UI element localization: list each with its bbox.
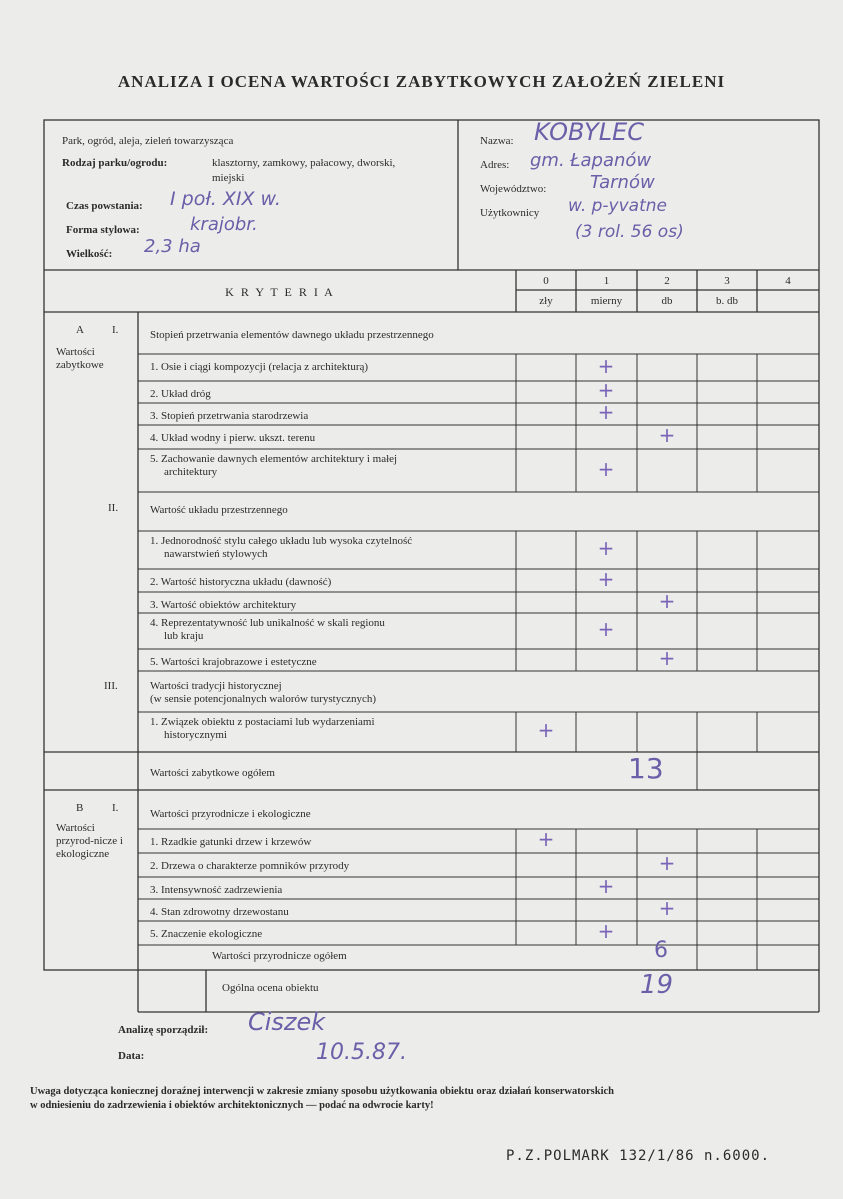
criterion-row-14: 3. Intensywność zadrzewienia <box>150 884 283 896</box>
uzytkownicy-label: Użytkownicy <box>480 207 540 219</box>
criterion-row-7: 2. Wartość historyczna układu (dawność) <box>150 576 332 588</box>
form-title: ANALIZA I OCENA WARTOŚCI ZABYTKOWYCH ZAŁOŻEŃ ZIELENI <box>117 72 726 91</box>
score-mark-row-6: + <box>597 536 615 560</box>
score-mark-row-12: + <box>537 827 555 851</box>
rodzaj-label: Rodzaj parku/ogrodu: <box>62 157 168 169</box>
score-mark-row-3: + <box>597 400 615 424</box>
score-mark-row-5: + <box>597 457 615 481</box>
score-mark-row-1: + <box>597 354 615 378</box>
criterion-row-15: 4. Stan zdrowotny drzewostanu <box>150 906 289 918</box>
score-mark-row-14: + <box>597 874 615 898</box>
column-score-1: 1 <box>603 275 610 287</box>
group-header-1: Stopień przetrwania elementów dawnego układu przestrzennego <box>150 329 434 341</box>
criterion-row-5-cont: architektury <box>164 466 218 478</box>
nazwa-value: KOBYLEC <box>534 118 644 146</box>
uzytkownicy-value: w. p-yvatne <box>568 196 667 216</box>
score-mark-row-11: + <box>537 718 555 742</box>
column-score-0: 0 <box>543 275 549 287</box>
rodzaj-options-2: miejski <box>212 172 245 184</box>
section-a-roman: I. <box>112 324 119 336</box>
adres-value: gm. Łapanów <box>530 150 652 171</box>
wojewodztwo-value: Tarnów <box>590 172 655 193</box>
total-przyrodnicze-value: 6 <box>654 938 668 963</box>
criterion-row-16: 5. Znaczenie ekologiczne <box>150 928 263 940</box>
criterion-row-3: 3. Stopień przetrwania starodrzewia <box>150 410 309 422</box>
total-zabytkowe-label: Wartości zabytkowe ogółem <box>150 767 275 779</box>
adres-label: Adres: <box>480 159 510 171</box>
group-header-3b: (w sensie potencjonalnych walorów turystycznych) <box>150 693 377 705</box>
rodzaj-options: klasztorny, zamkowy, pałacowy, dworski, <box>212 157 396 169</box>
column-score-2: 2 <box>664 275 670 287</box>
column-label-1: mierny <box>590 295 623 307</box>
criterion-row-8: 3. Wartość obiektów architektury <box>150 599 297 611</box>
uzytkownicy-value-2: (3 rol. 56 os) <box>575 222 684 242</box>
criterion-row-12: 1. Rzadkie gatunki drzew i krzewów <box>150 836 312 848</box>
print-code: P.Z.POLMARK 132/1/86 n.6000. <box>506 1148 771 1164</box>
score-mark-row-2: + <box>597 378 615 402</box>
criterion-row-6: 1. Jednorodność stylu całego układu lub wysoka czytelność <box>150 535 413 547</box>
criterion-row-11-cont: historycznymi <box>164 729 227 741</box>
criterion-row-6-cont: nawarstwień stylowych <box>164 548 268 560</box>
column-label-0: zły <box>539 295 553 307</box>
total-przyrodnicze-label: Wartości przyrodnicze ogółem <box>212 950 347 962</box>
column-score-3: 3 <box>724 275 730 287</box>
wielkosc-value: 2,3 ha <box>144 236 201 257</box>
nazwa-label: Nazwa: <box>480 135 514 147</box>
score-mark-row-16: + <box>597 919 615 943</box>
criterion-row-9: 4. Reprezentatywność lub unikalność w skali regionu <box>150 617 385 629</box>
score-mark-row-10: + <box>658 646 676 670</box>
data-value: 10.5.87. <box>316 1040 407 1065</box>
ogolna-ocena-value: 19 <box>640 970 674 1000</box>
criterion-row-2: 2. Układ dróg <box>150 388 211 400</box>
score-mark-row-9: + <box>597 617 615 641</box>
czas-label: Czas powstania: <box>66 200 143 212</box>
score-mark-row-13: + <box>658 851 676 875</box>
group-header-b: Wartości przyrodnicze i ekologiczne <box>150 808 311 820</box>
sporzadzil-signature: Ciszek <box>248 1008 326 1036</box>
uwaga-line-1: Uwaga dotycząca koniecznej doraźnej interwencji w zakresie zmiany sposobu użytkowania obiektu oraz działań konserwatorskich <box>30 1086 614 1097</box>
criterion-row-4: 4. Układ wodny i pierw. ukszt. terenu <box>150 432 316 444</box>
criterion-row-10: 5. Wartości krajobrazowe i estetyczne <box>150 656 317 668</box>
column-label-2: db <box>661 295 673 307</box>
czas-value: I poł. XIX w. <box>170 188 281 210</box>
criterion-row-13: 2. Drzewa o charakterze pomników przyrody <box>150 860 350 872</box>
wielkosc-label: Wielkość: <box>66 248 113 260</box>
score-mark-row-8: + <box>658 589 676 613</box>
wojewodztwo-label: Województwo: <box>480 183 547 195</box>
total-zabytkowe-value: 13 <box>628 752 664 785</box>
ogolna-ocena-label: Ogólna ocena obiektu <box>222 982 319 994</box>
criterion-row-1: 1. Osie i ciągi kompozycji (relacja z architekturą) <box>150 361 369 373</box>
section-a-name: Wartości zabytkowe <box>56 346 104 371</box>
score-mark-row-15: + <box>658 896 676 920</box>
criterion-row-11: 1. Związek obiektu z postaciami lub wydarzeniami <box>150 716 375 728</box>
section-a-letter: A <box>76 324 84 336</box>
section-a-roman-2: II. <box>108 502 119 514</box>
section-a-roman-3: III. <box>104 680 118 692</box>
kryteria-header: K R Y T E R I A <box>225 285 335 299</box>
section-b-roman: I. <box>112 802 119 814</box>
score-mark-row-7: + <box>597 567 615 591</box>
group-header-2: Wartość układu przestrzennego <box>150 504 288 516</box>
forma-label: Forma stylowa: <box>66 224 140 236</box>
forma-value: krajobr. <box>190 214 258 235</box>
sporzadzil-label: Analizę sporządził: <box>118 1024 209 1036</box>
park-label: Park, ogród, aleja, zieleń towarzysząca <box>62 135 234 147</box>
section-b-name: Wartości przyrod-nicze i ekologiczne <box>56 822 123 860</box>
column-label-3: b. db <box>716 295 738 307</box>
section-b-letter: B <box>76 802 84 814</box>
score-mark-row-4: + <box>658 423 676 447</box>
uwaga-line-2: w odniesieniu do zadrzewienia i obiektów architektonicznych — podać na odwrocie karty! <box>30 1100 434 1111</box>
criterion-row-9-cont: lub kraju <box>164 630 204 642</box>
group-header-3a: Wartości tradycji historycznej <box>150 680 282 692</box>
data-label: Data: <box>118 1050 145 1062</box>
column-score-4: 4 <box>785 275 791 287</box>
criterion-row-5: 5. Zachowanie dawnych elementów architektury i małej <box>150 453 398 465</box>
